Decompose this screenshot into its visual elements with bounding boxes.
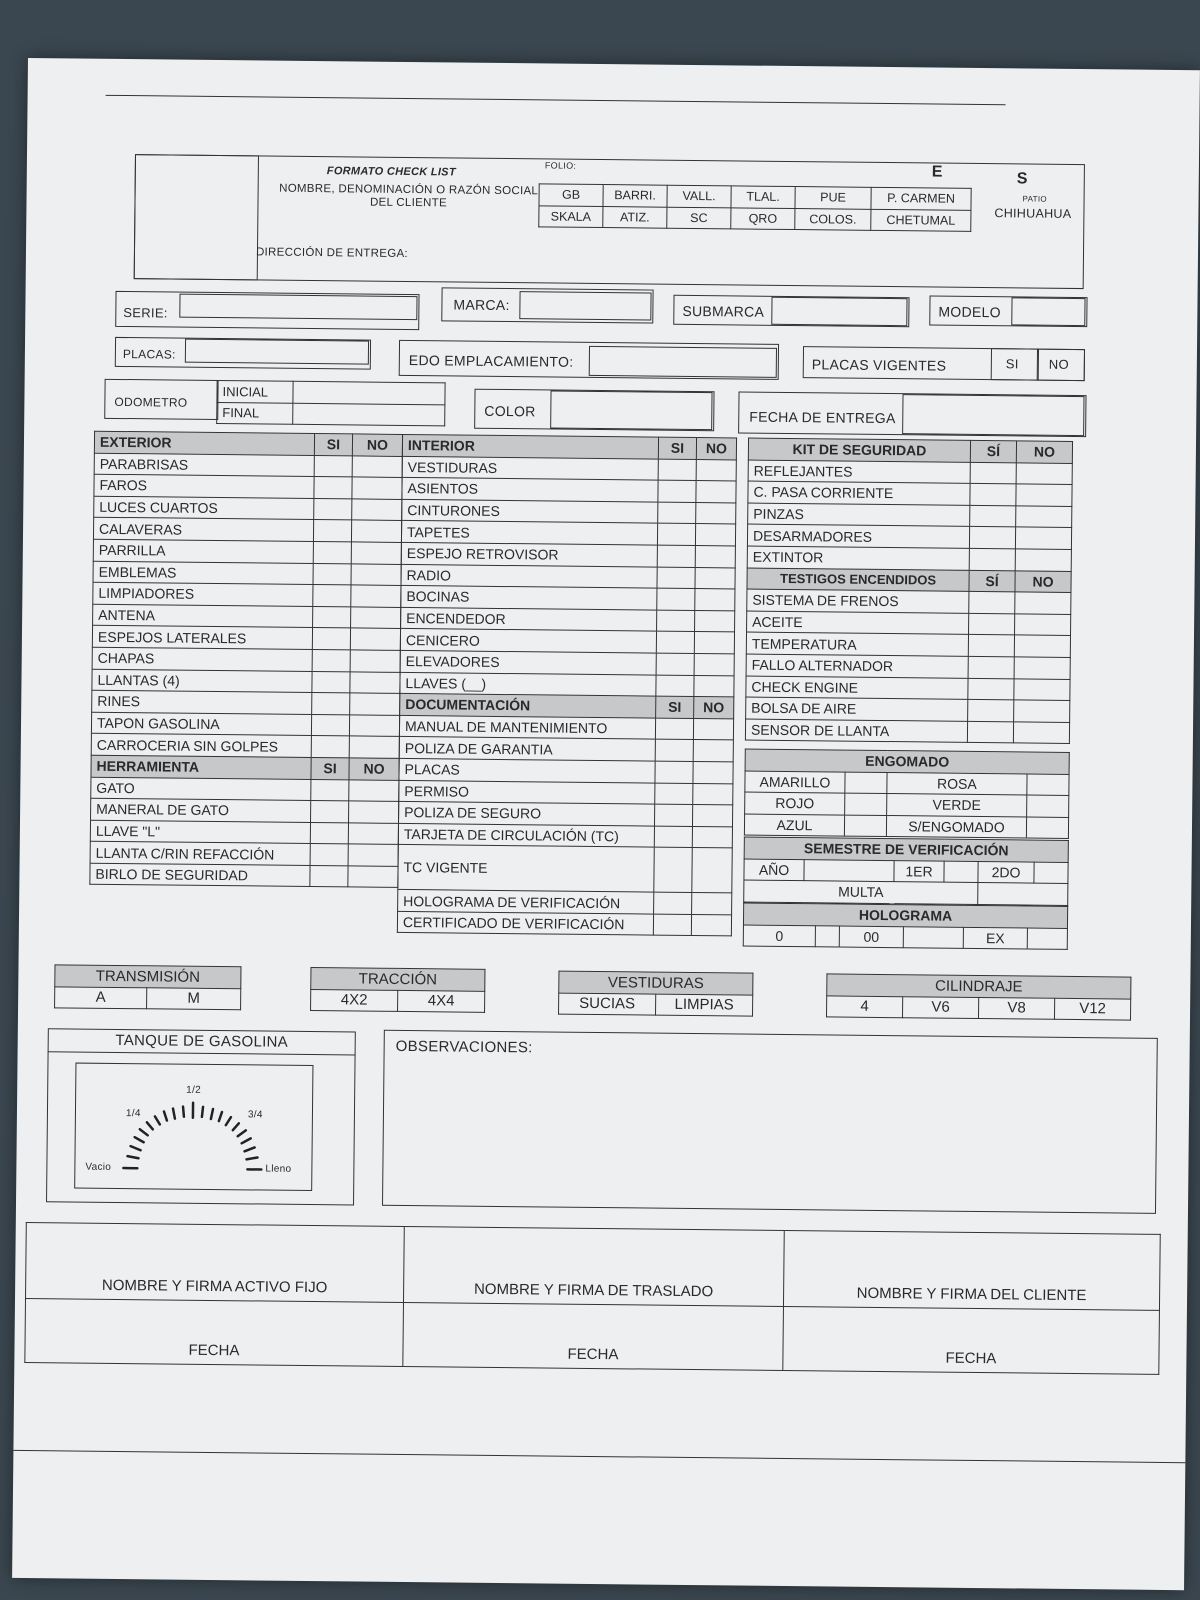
fecha-cliente[interactable]: FECHA xyxy=(783,1306,1160,1374)
testigo-item: CHECK ENGINE xyxy=(746,676,968,700)
si-checkbox[interactable] xyxy=(654,826,692,848)
interior-no-header: NO xyxy=(696,438,736,460)
holograma-0: 0 xyxy=(743,925,815,947)
documentacion-si-header: SI xyxy=(656,696,694,718)
testigo-item: FALLO ALTERNADOR xyxy=(746,654,968,678)
si-checkbox[interactable] xyxy=(657,567,695,589)
location-qro[interactable]: QRO xyxy=(731,207,795,229)
fuel-full-label: Lleno xyxy=(265,1163,292,1175)
interior-item: CINTURONES xyxy=(402,499,658,523)
herramienta-item: LLAVE "L" xyxy=(90,820,310,844)
fecha-entrega-input[interactable] xyxy=(902,394,1084,436)
odometro-label: ODOMETRO xyxy=(114,394,188,410)
herramienta-item: BIRLO DE SEGURIDAD xyxy=(90,863,310,887)
si-checkbox[interactable] xyxy=(311,779,349,801)
fuel-half-label: 1/2 xyxy=(186,1084,202,1096)
traccion-header: TRACCIÓN xyxy=(311,968,485,991)
engomado-amarillo-checkbox[interactable] xyxy=(845,772,887,794)
holograma-header: HOLOGRAMA xyxy=(743,903,1067,928)
folio-label: FOLIO: xyxy=(544,160,577,171)
no-checkbox[interactable] xyxy=(1015,527,1071,549)
no-checkbox[interactable] xyxy=(1016,506,1072,528)
interior-table xyxy=(397,434,737,937)
testigos-si-header: SÍ xyxy=(969,570,1015,592)
no-checkbox[interactable] xyxy=(1014,678,1070,700)
firma-cliente[interactable]: NOMBRE Y FIRMA DEL CLIENTE xyxy=(783,1230,1160,1310)
no-checkbox[interactable] xyxy=(350,628,400,650)
engomado-header: ENGOMADO xyxy=(745,749,1069,774)
herramienta-no-header: NO xyxy=(349,758,399,780)
si-checkbox[interactable] xyxy=(311,801,349,823)
documentacion-item: POLIZA DE GARANTIA xyxy=(399,737,655,761)
no-checkbox[interactable] xyxy=(348,866,398,888)
engomado-verde-checkbox[interactable] xyxy=(1027,795,1069,817)
serie-label: SERIE: xyxy=(123,305,168,321)
location-tlal[interactable]: TLAL. xyxy=(731,186,795,208)
si-checkbox[interactable] xyxy=(655,739,693,761)
table-row xyxy=(743,925,1067,950)
traccion-table xyxy=(310,967,485,1013)
no-checkbox[interactable] xyxy=(1016,484,1072,506)
placas-vigentes-label: PLACAS VIGENTES xyxy=(811,356,947,374)
no-checkbox[interactable] xyxy=(351,520,401,542)
transmision-table xyxy=(54,964,241,1010)
observaciones-field[interactable] xyxy=(382,1030,1158,1214)
interior-item: LLAVES (__) xyxy=(400,672,656,696)
kit-item: C. PASA CORRIENTE xyxy=(748,481,970,505)
documentacion-item: MANUAL DE MANTENIMIENTO xyxy=(399,715,655,739)
location-table xyxy=(538,183,971,232)
cilindraje-header: CILINDRAJE xyxy=(827,974,1131,999)
documentacion-item: TC VIGENTE xyxy=(398,845,654,893)
si-checkbox[interactable] xyxy=(968,656,1014,678)
si-checkbox[interactable] xyxy=(313,563,351,585)
no-checkbox[interactable] xyxy=(348,823,398,845)
kit-item: DESARMADORES xyxy=(747,524,969,548)
si-checkbox[interactable] xyxy=(657,588,695,610)
cilindraje-option-v6[interactable]: V6 xyxy=(902,996,978,1018)
si-checkbox[interactable] xyxy=(656,675,694,697)
si-checkbox[interactable] xyxy=(970,462,1016,484)
no-checkbox[interactable] xyxy=(1015,549,1071,571)
color-label: COLOR xyxy=(484,402,536,420)
si-checkbox[interactable] xyxy=(311,714,349,736)
no-checkbox[interactable] xyxy=(349,736,399,758)
kit-item: EXTINTOR xyxy=(747,546,969,570)
si-checkbox[interactable] xyxy=(658,459,696,481)
table-row xyxy=(744,880,1068,905)
exterior-item: RINES xyxy=(92,690,312,714)
exterior-item: CALAVERAS xyxy=(93,518,313,542)
location-pue[interactable]: PUE xyxy=(795,187,871,209)
engomado-rojo: ROJO xyxy=(745,792,845,815)
cilindraje-option-v12[interactable]: V12 xyxy=(1054,998,1130,1020)
delivery-address-label: DIRECCIÓN DE ENTREGA: xyxy=(255,246,409,260)
no-checkbox[interactable] xyxy=(692,826,732,848)
no-checkbox[interactable] xyxy=(351,607,401,629)
herramienta-si-header: SI xyxy=(311,757,349,779)
si-checkbox[interactable] xyxy=(969,527,1015,549)
submarca-input[interactable] xyxy=(771,297,907,326)
fecha-traslado[interactable]: FECHA xyxy=(403,1303,784,1371)
exterior-table xyxy=(89,431,403,889)
firma-traslado[interactable]: NOMBRE Y FIRMA DE TRASLADO xyxy=(403,1227,784,1307)
no-checkbox[interactable] xyxy=(351,563,401,585)
testigos-no-header: NO xyxy=(1015,570,1071,592)
placas-vigentes-si-label: SI xyxy=(1005,356,1019,372)
serie-input[interactable] xyxy=(179,294,417,320)
no-checkbox[interactable] xyxy=(693,718,733,740)
si-checkbox[interactable] xyxy=(970,484,1016,506)
firma-activo-fijo[interactable]: NOMBRE Y FIRMA ACTIVO FIJO xyxy=(26,1223,405,1303)
odometro-final-label: FINAL xyxy=(217,402,293,424)
si-checkbox[interactable] xyxy=(656,631,694,653)
si-checkbox[interactable] xyxy=(314,455,352,477)
table-row xyxy=(745,719,1069,744)
no-checkbox[interactable] xyxy=(1016,462,1072,484)
table-row xyxy=(744,814,1068,839)
multa-input[interactable] xyxy=(978,883,1068,906)
testigo-item: TEMPERATURA xyxy=(746,632,968,656)
testigo-item: ACEITE xyxy=(747,611,969,635)
no-checkbox[interactable] xyxy=(696,459,736,481)
marca-label: MARCA: xyxy=(453,296,510,314)
fecha-activo-fijo[interactable]: FECHA xyxy=(25,1299,404,1367)
no-checkbox[interactable] xyxy=(1014,700,1070,722)
si-checkbox[interactable] xyxy=(310,844,348,866)
fuel-gauge[interactable] xyxy=(74,1063,313,1191)
kit-item: REFLEJANTES xyxy=(748,460,970,484)
holograma-0-checkbox[interactable] xyxy=(815,925,839,947)
semestre-2do-checkbox[interactable] xyxy=(1034,862,1068,884)
si-checkbox[interactable] xyxy=(969,548,1015,570)
exterior-no-header: NO xyxy=(352,434,402,456)
interior-item: CENICERO xyxy=(400,629,656,653)
si-checkbox[interactable] xyxy=(968,678,1014,700)
engomado-rosa-checkbox[interactable] xyxy=(1027,774,1069,796)
documentacion-header: DOCUMENTACIÓN xyxy=(400,694,656,718)
no-checkbox[interactable] xyxy=(695,567,735,589)
no-checkbox[interactable] xyxy=(350,650,400,672)
kit-header: KIT DE SEGURIDAD xyxy=(748,438,970,462)
si-checkbox[interactable] xyxy=(654,804,692,826)
documentacion-item: POLIZA DE SEGURO xyxy=(399,802,655,826)
si-checkbox[interactable] xyxy=(312,671,350,693)
engomado-rojo-checkbox[interactable] xyxy=(845,793,887,815)
kit-si-header: SÍ xyxy=(970,440,1016,462)
no-checkbox[interactable] xyxy=(691,914,731,936)
location-vall[interactable]: VALL. xyxy=(667,185,731,207)
engomado-table xyxy=(744,749,1070,840)
traccion-option-4x2[interactable]: 4X2 xyxy=(311,989,398,1012)
si-checkbox[interactable] xyxy=(313,541,351,563)
modelo-input[interactable] xyxy=(1011,297,1085,326)
transmision-option-a[interactable]: A xyxy=(55,986,147,1009)
documentacion-no-header: NO xyxy=(694,697,734,719)
semestre-1er-label: 1ER xyxy=(894,860,944,882)
exterior-item: CHAPAS xyxy=(92,647,312,671)
herramienta-item: MANERAL DE GATO xyxy=(91,798,311,822)
exterior-item: ESPEJOS LATERALES xyxy=(92,626,312,650)
kit-item: PINZAS xyxy=(748,503,970,527)
kit-table xyxy=(745,438,1073,745)
no-checkbox[interactable] xyxy=(695,589,735,611)
no-checkbox[interactable] xyxy=(349,715,399,737)
no-checkbox[interactable] xyxy=(352,477,402,499)
placas-input[interactable] xyxy=(185,339,369,365)
semestre-1er-checkbox[interactable] xyxy=(944,861,978,883)
si-checkbox[interactable] xyxy=(654,847,692,892)
location-colos[interactable]: COLOS. xyxy=(795,208,871,230)
si-checkbox[interactable] xyxy=(314,498,352,520)
no-checkbox[interactable] xyxy=(695,610,735,632)
interior-item: ASIENTOS xyxy=(402,478,658,502)
location-sc[interactable]: SC xyxy=(667,207,731,229)
si-checkbox[interactable] xyxy=(653,914,691,936)
observaciones-label: OBSERVACIONES: xyxy=(395,1037,533,1057)
documentacion-item: HOLOGRAMA DE VERIFICACIÓN xyxy=(398,890,654,914)
patio-label: PATIO xyxy=(1022,194,1047,204)
column-s: S xyxy=(1016,170,1028,188)
exterior-item: LLANTAS (4) xyxy=(92,669,312,693)
no-checkbox[interactable] xyxy=(694,632,734,654)
si-checkbox[interactable] xyxy=(655,718,693,740)
si-checkbox[interactable] xyxy=(312,693,350,715)
no-checkbox[interactable] xyxy=(351,585,401,607)
exterior-item: PARABRISAS xyxy=(94,453,314,477)
transmision-header: TRANSMISIÓN xyxy=(55,965,241,989)
exterior-header: EXTERIOR xyxy=(94,431,314,455)
si-checkbox[interactable] xyxy=(310,822,348,844)
herramienta-item: LLANTA C/RIN REFACCIÓN xyxy=(90,841,310,865)
no-checkbox[interactable] xyxy=(694,675,734,697)
transmision-option-m[interactable]: M xyxy=(147,987,241,1010)
vestiduras-header: VESTIDURAS xyxy=(559,971,753,995)
cilindraje-option-4[interactable]: 4 xyxy=(827,996,903,1018)
color-input[interactable] xyxy=(550,390,712,430)
holograma-ex-checkbox[interactable] xyxy=(1027,928,1067,950)
si-checkbox[interactable] xyxy=(655,783,693,805)
testigo-item: SENSOR DE LLANTA xyxy=(745,719,967,743)
fuel-three-quarter-label: 3/4 xyxy=(247,1109,263,1121)
semestre-header: SEMESTRE DE VERIFICACIÓN xyxy=(744,837,1068,862)
multa-label: MULTA xyxy=(744,880,978,904)
location-pcarmen[interactable]: P. CARMEN xyxy=(871,187,971,210)
column-e: E xyxy=(931,163,943,181)
modelo-label: MODELO xyxy=(938,303,1001,321)
holograma-ex: EX xyxy=(963,927,1027,949)
documentacion-item: PERMISO xyxy=(399,780,655,804)
submarca-label: SUBMARCA xyxy=(682,302,765,320)
no-checkbox[interactable] xyxy=(350,693,400,715)
location-gb[interactable]: GB xyxy=(539,184,603,206)
placas-label: PLACAS: xyxy=(122,347,176,362)
no-checkbox[interactable] xyxy=(696,481,736,503)
si-checkbox[interactable] xyxy=(658,480,696,502)
holograma-table xyxy=(743,903,1068,951)
interior-si-header: SI xyxy=(658,437,696,459)
interior-header: INTERIOR xyxy=(402,434,658,458)
no-checkbox[interactable] xyxy=(693,740,733,762)
exterior-item: PARRILLA xyxy=(93,539,313,563)
semestre-ano-label: AÑO xyxy=(744,859,804,881)
client-name-label: NOMBRE, DENOMINACIÓN O RAZÓN SOCIAL DEL CLIENTE xyxy=(279,182,539,210)
si-checkbox[interactable] xyxy=(967,721,1013,743)
fuel-quarter-label: 1/4 xyxy=(125,1108,141,1120)
si-checkbox[interactable] xyxy=(656,653,694,675)
no-checkbox[interactable] xyxy=(1015,614,1071,636)
location-barri[interactable]: BARRI. xyxy=(603,185,667,207)
holograma-00: 00 xyxy=(839,926,903,948)
no-checkbox[interactable] xyxy=(694,653,734,675)
si-checkbox[interactable] xyxy=(313,585,351,607)
placas-vigentes-no-label: NO xyxy=(1048,356,1070,372)
table-row xyxy=(90,863,398,888)
no-checkbox[interactable] xyxy=(692,893,732,915)
cilindraje-option-v8[interactable]: V8 xyxy=(978,997,1054,1019)
no-checkbox[interactable] xyxy=(696,502,736,524)
no-checkbox[interactable] xyxy=(352,499,402,521)
no-checkbox[interactable] xyxy=(692,805,732,827)
interior-item: ELEVADORES xyxy=(400,650,656,674)
exterior-item: ANTENA xyxy=(93,604,313,628)
odometro-final-input[interactable] xyxy=(293,403,445,426)
si-checkbox[interactable] xyxy=(313,606,351,628)
si-checkbox[interactable] xyxy=(970,505,1016,527)
interior-item: RADIO xyxy=(401,564,657,588)
no-checkbox[interactable] xyxy=(348,844,398,866)
engomado-verde: VERDE xyxy=(887,794,1027,817)
exterior-item: FAROS xyxy=(94,474,314,498)
odometro-inicial-input[interactable] xyxy=(293,381,445,404)
si-checkbox[interactable] xyxy=(312,628,350,650)
engomado-azul-checkbox[interactable] xyxy=(844,815,886,837)
si-checkbox[interactable] xyxy=(969,613,1015,635)
interior-item: VESTIDURAS xyxy=(402,456,658,480)
logo-box xyxy=(134,154,259,280)
vestiduras-option-sucias[interactable]: SUCIAS xyxy=(559,993,656,1016)
form-title: FORMATO CHECK LIST xyxy=(326,165,456,179)
no-checkbox[interactable] xyxy=(1014,657,1070,679)
exterior-si-header: SI xyxy=(314,434,352,456)
vestiduras-table xyxy=(558,971,753,1017)
si-checkbox[interactable] xyxy=(657,545,695,567)
table-row xyxy=(398,845,732,893)
si-checkbox[interactable] xyxy=(968,635,1014,657)
no-checkbox[interactable] xyxy=(695,524,735,546)
semestre-table xyxy=(743,837,1069,906)
bottom-frame-line xyxy=(13,1450,1185,1463)
si-checkbox[interactable] xyxy=(314,477,352,499)
interior-item: TAPETES xyxy=(401,521,657,545)
si-checkbox[interactable] xyxy=(657,610,695,632)
si-checkbox[interactable] xyxy=(311,736,349,758)
signatures-table xyxy=(24,1222,1160,1375)
herramienta-item: GATO xyxy=(91,777,311,801)
fuel-tank-header: TANQUE DE GASOLINA xyxy=(48,1028,356,1055)
testigos-header: TESTIGOS ENCENDIDOS xyxy=(747,568,969,592)
no-checkbox[interactable] xyxy=(349,779,399,801)
location-atiz[interactable]: ATIZ. xyxy=(603,206,667,228)
no-checkbox[interactable] xyxy=(1013,722,1069,744)
edo-emplacamiento-input[interactable] xyxy=(589,346,777,378)
edo-emplacamiento-label: EDO EMPLACAMIENTO: xyxy=(408,352,574,370)
fuel-empty-label: Vacio xyxy=(85,1161,112,1173)
checklist-sheet xyxy=(12,58,1200,1590)
top-frame-line xyxy=(106,95,1006,105)
no-checkbox[interactable] xyxy=(351,542,401,564)
no-checkbox[interactable] xyxy=(693,761,733,783)
odometro-table xyxy=(216,380,445,427)
documentacion-item: PLACAS xyxy=(399,758,655,782)
cilindraje-table xyxy=(826,973,1131,1020)
no-checkbox[interactable] xyxy=(349,801,399,823)
engomado-sin-checkbox[interactable] xyxy=(1026,817,1068,839)
si-checkbox[interactable] xyxy=(658,502,696,524)
traccion-option-4x4[interactable]: 4X4 xyxy=(398,990,485,1013)
table-row xyxy=(397,911,731,936)
si-checkbox[interactable] xyxy=(654,892,692,914)
si-checkbox[interactable] xyxy=(968,700,1014,722)
testigo-item: SISTEMA DE FRENOS xyxy=(747,589,969,613)
engomado-azul: AZUL xyxy=(744,814,844,837)
exterior-item: TAPON GASOLINA xyxy=(91,712,311,736)
engomado-rosa: ROSA xyxy=(887,772,1027,795)
kit-no-header: NO xyxy=(1016,441,1072,463)
no-checkbox[interactable] xyxy=(695,545,735,567)
odometro-inicial-label: INICIAL xyxy=(217,380,293,402)
location-chetumal[interactable]: CHETUMAL xyxy=(871,209,971,232)
exterior-item: EMBLEMAS xyxy=(93,561,313,585)
exterior-item: LUCES CUARTOS xyxy=(94,496,314,520)
testigo-item: BOLSA DE AIRE xyxy=(746,697,968,721)
holograma-00-checkbox[interactable] xyxy=(903,926,963,948)
interior-item: ENCENDEDOR xyxy=(401,607,657,631)
engomado-amarillo: AMARILLO xyxy=(745,771,845,794)
exterior-item: CARROCERIA SIN GOLPES xyxy=(91,734,311,758)
no-checkbox[interactable] xyxy=(1014,635,1070,657)
vestiduras-option-limpias[interactable]: LIMPIAS xyxy=(656,994,753,1017)
engomado-sin: S/ENGOMADO xyxy=(886,815,1026,838)
marca-input[interactable] xyxy=(519,291,651,320)
patio-value[interactable]: CHIHUAHUA xyxy=(994,206,1072,221)
si-checkbox[interactable] xyxy=(313,520,351,542)
semestre-2do-label: 2DO xyxy=(978,861,1034,883)
si-checkbox[interactable] xyxy=(655,761,693,783)
si-checkbox[interactable] xyxy=(657,523,695,545)
fecha-entrega-label: FECHA DE ENTREGA xyxy=(749,408,896,427)
semestre-ano-input[interactable] xyxy=(804,859,894,882)
documentacion-item: TARJETA DE CIRCULACIÓN (TC) xyxy=(398,823,654,847)
no-checkbox[interactable] xyxy=(350,671,400,693)
exterior-item: LIMPIADORES xyxy=(93,582,313,606)
no-checkbox[interactable] xyxy=(693,783,733,805)
no-checkbox[interactable] xyxy=(352,456,402,478)
documentacion-item: CERTIFICADO DE VERIFICACIÓN xyxy=(397,911,653,935)
herramienta-header: HERRAMIENTA xyxy=(91,755,311,779)
si-checkbox[interactable] xyxy=(310,865,348,887)
interior-item: BOCINAS xyxy=(401,586,657,610)
si-checkbox[interactable] xyxy=(312,649,350,671)
interior-item: ESPEJO RETROVISOR xyxy=(401,542,657,566)
location-skala[interactable]: SKALA xyxy=(539,205,603,227)
no-checkbox[interactable] xyxy=(1015,592,1071,614)
no-checkbox[interactable] xyxy=(692,848,732,893)
si-checkbox[interactable] xyxy=(969,592,1015,614)
